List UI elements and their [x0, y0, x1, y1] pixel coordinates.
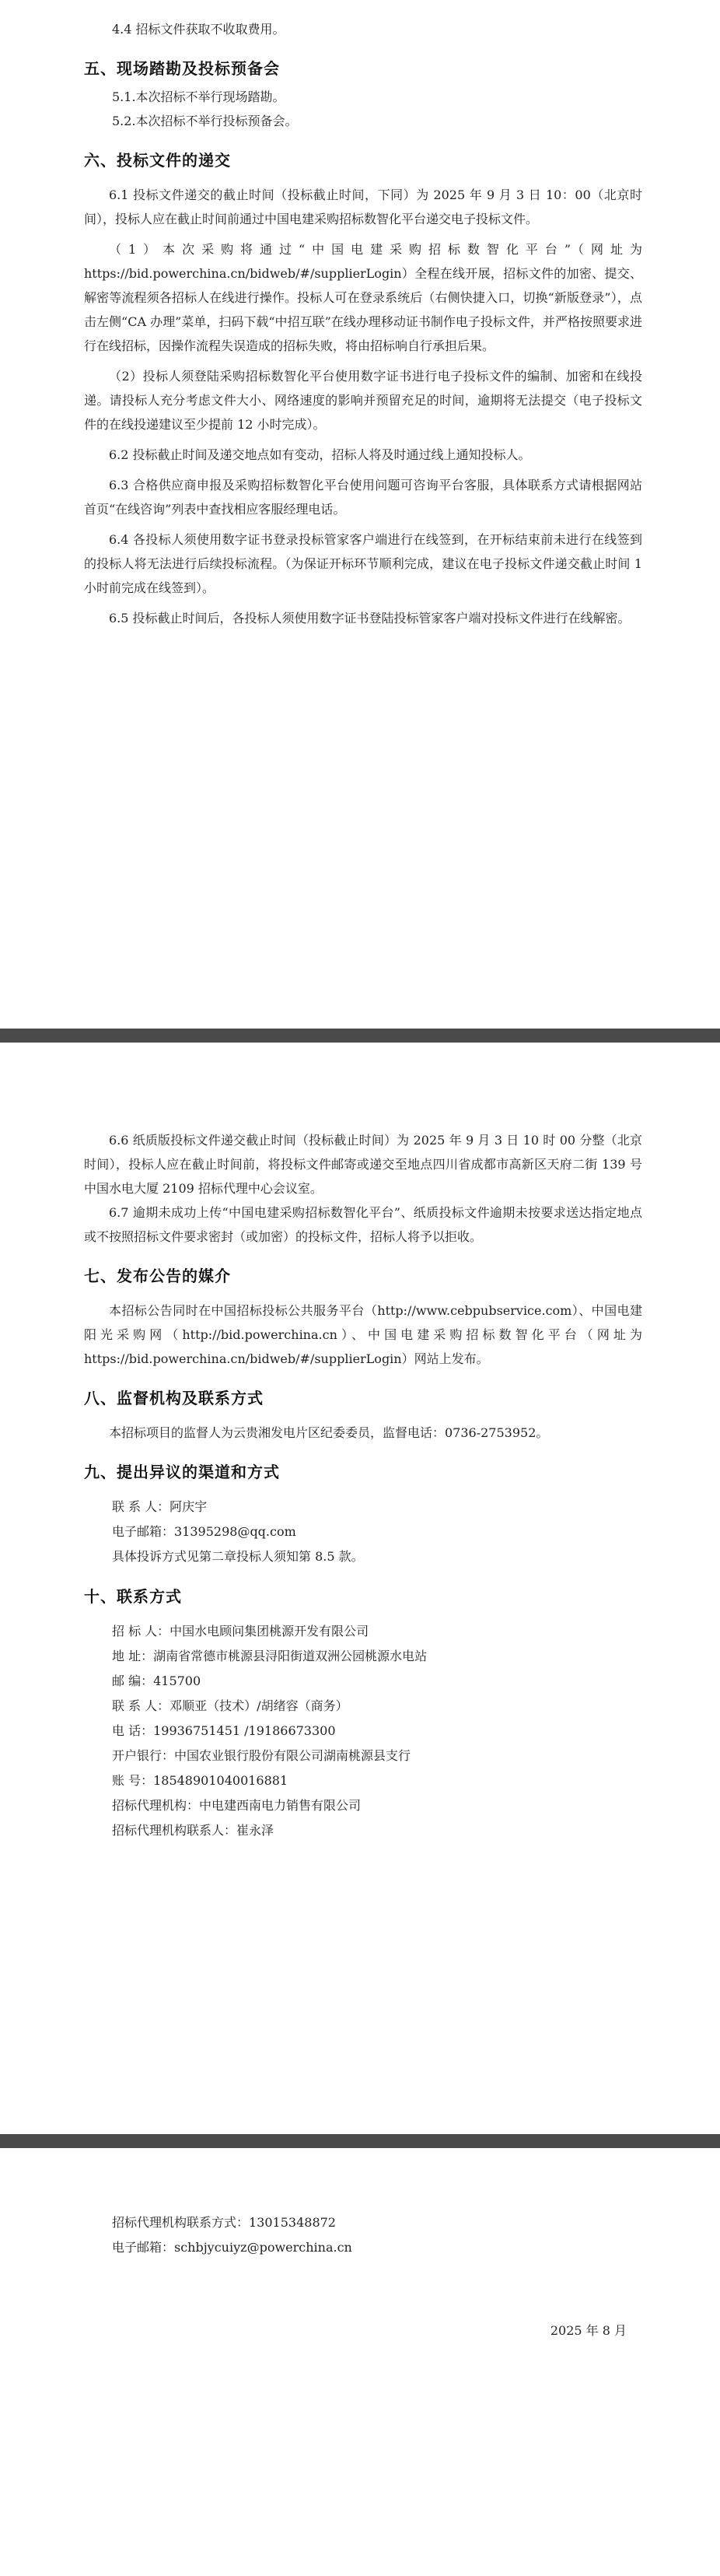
paragraph-6-1-1: （1）本次采购将通过“中国电建采购招标数智化平台”（网址为 https://bid.powerchina.cn/bidweb/#/supplierLogin）全程在线开展，招标文件的加密、提交、解密等流程须各招标人在线进行操作。投标人可在登录系统后（右侧快捷入口，切换“新版登录”），点击左侧“CA 办理”菜单，扫码下载“中招互联”在线办理移动证书制作电子投标文件，并严格按照要求进行在线招标，因操作流程失误造成的招标失败，将由招标响自行承担后果。: [84, 242, 642, 353]
paragraph-6-1: 6.1 投标文件递交的截止时间（投标截止时间，下同）为 2025 年 9 月 3 日 10：00（北京时间），投标人应在截止时间前通过中国电建采购招标数智化平台递交电子投标文件。: [84, 188, 642, 226]
section-6-heading: 六、投标文件的递交: [84, 151, 231, 170]
contact-postcode: 邮 编：415700: [112, 1674, 201, 1688]
section-10-heading: 十、联系方式: [84, 1587, 182, 1606]
contact-address: 地 址：湖南省常德市桃源县浔阳街道双洲公园桃源水电站: [112, 1649, 428, 1663]
item-4-4: 4.4 招标文件获取不收取费用。: [112, 22, 285, 37]
document-page-3: [0, 2148, 720, 2576]
contact-account: 账 号：18548901040016881: [112, 1773, 288, 1788]
paragraph-6-4: 6.4 各投标人须使用数字证书登录投标管家客户端进行在线签到，在开标结束前未进行在线签到的投标人将无法进行后续投标流程。（为保证开标环节顺利完成，建议在电子投标文件递交截止时间 1 小时前完成在线签到）。: [84, 532, 642, 595]
document-date: 2025 年 8 月: [550, 2323, 627, 2338]
document-page-2: [0, 1043, 720, 2132]
objection-email: 电子邮箱：31395298@qq.com: [112, 1524, 296, 1539]
paragraph-6-6: 6.6 纸质版投标文件递交截止时间（投标截止时间）为 2025 年 9 月 3 日 10 时 00 分整（北京时间），投标人应在截止时间前，将投标文件邮寄或递交至地点四川省成都市高新区天府二街 139 号中国水电大厦 2109 招标代理中心会议室。: [84, 1133, 642, 1196]
contact-tenderer: 招 标 人：中国水电顾问集团桃源开发有限公司: [112, 1624, 369, 1638]
page-2-content: [84, 1128, 642, 1843]
item-5-1: 5.1.本次招标不举行现场踏勘。: [112, 89, 285, 104]
section-9-heading: 九、提出异议的渠道和方式: [84, 1463, 280, 1481]
page-separator: [0, 1029, 720, 1043]
contact-person: 联 系 人：邓顺亚（技术）/胡绪容（商务）: [112, 1698, 348, 1713]
page-3-content: [84, 2210, 642, 2260]
page-separator: [0, 2134, 720, 2148]
agency-email: 电子邮箱：schbjycuiyz@powerchina.cn: [112, 2240, 352, 2255]
paragraph-6-2: 6.2 投标截止时间及递交地点如有变动，招标人将及时通过线上通知投标人。: [109, 447, 531, 462]
paragraph-6-3: 6.3 合格供应商申报及采购招标数智化平台使用问题可咨询平台客服，具体联系方式请根据网站首页“在线咨询”列表中查找相应客服经理电话。: [84, 478, 642, 517]
paragraph-6-1-2: （2）投标人须登陆采购招标数智化平台使用数字证书进行电子投标文件的编制、加密和在线投递。请投标人充分考虑文件大小、网络速度的影响并预留充足的时间，逾期将无法提交（电子投标文件的在线投递建议至少提前 12 小时完成）。: [84, 369, 642, 432]
section-7-heading: 七、发布公告的媒介: [84, 1267, 231, 1285]
section-8-heading: 八、监督机构及联系方式: [84, 1389, 264, 1407]
paragraph-8: 本招标项目的监督人为云贵湘发电片区纪委委员，监督电话：0736-2753952。: [109, 1425, 549, 1440]
contact-bank: 开户银行：中国农业银行股份有限公司湖南桃源县支行: [112, 1748, 411, 1763]
item-5-2: 5.2.本次招标不举行投标预备会。: [112, 114, 298, 128]
contact-phone: 电 话：19936751451 /19186673300: [112, 1723, 336, 1738]
document-page-1: [0, 0, 720, 1027]
contact-agency: 招标代理机构：中电建西南电力销售有限公司: [112, 1798, 362, 1813]
section-5-heading: 五、现场踏勘及投标预备会: [84, 59, 280, 78]
paragraph-7: 本招标公告同时在中国招标投标公共服务平台（http://www.cebpubservice.com）、中国电建阳光采购网（http://bid.powerchina.cn）、中国电建采购招标数智化平台（网址为 https://bid.powerchina.cn/bidweb/#/supplierLogin）网站上发布。: [84, 1303, 642, 1366]
contact-agency-person: 招标代理机构联系人：崔永泽: [112, 1823, 274, 1838]
agency-phone: 招标代理机构联系方式：13015348872: [112, 2215, 336, 2230]
page-1-content: [84, 17, 642, 630]
paragraph-6-7: 6.7 逾期未成功上传“中国电建采购招标数智化平台”、纸质投标文件逾期未按要求送达指定地点或不按照招标文件要求密封（或加密）的投标文件，招标人将予以拒收。: [84, 1205, 642, 1244]
paragraph-6-5: 6.5 投标截止时间后，各投标人须使用数字证书登陆投标管家客户端对投标文件进行在线解密。: [109, 611, 631, 626]
objection-contact: 联 系 人：阿庆宇: [112, 1499, 208, 1514]
objection-note: 具体投诉方式见第二章投标人须知第 8.5 款。: [112, 1549, 364, 1564]
